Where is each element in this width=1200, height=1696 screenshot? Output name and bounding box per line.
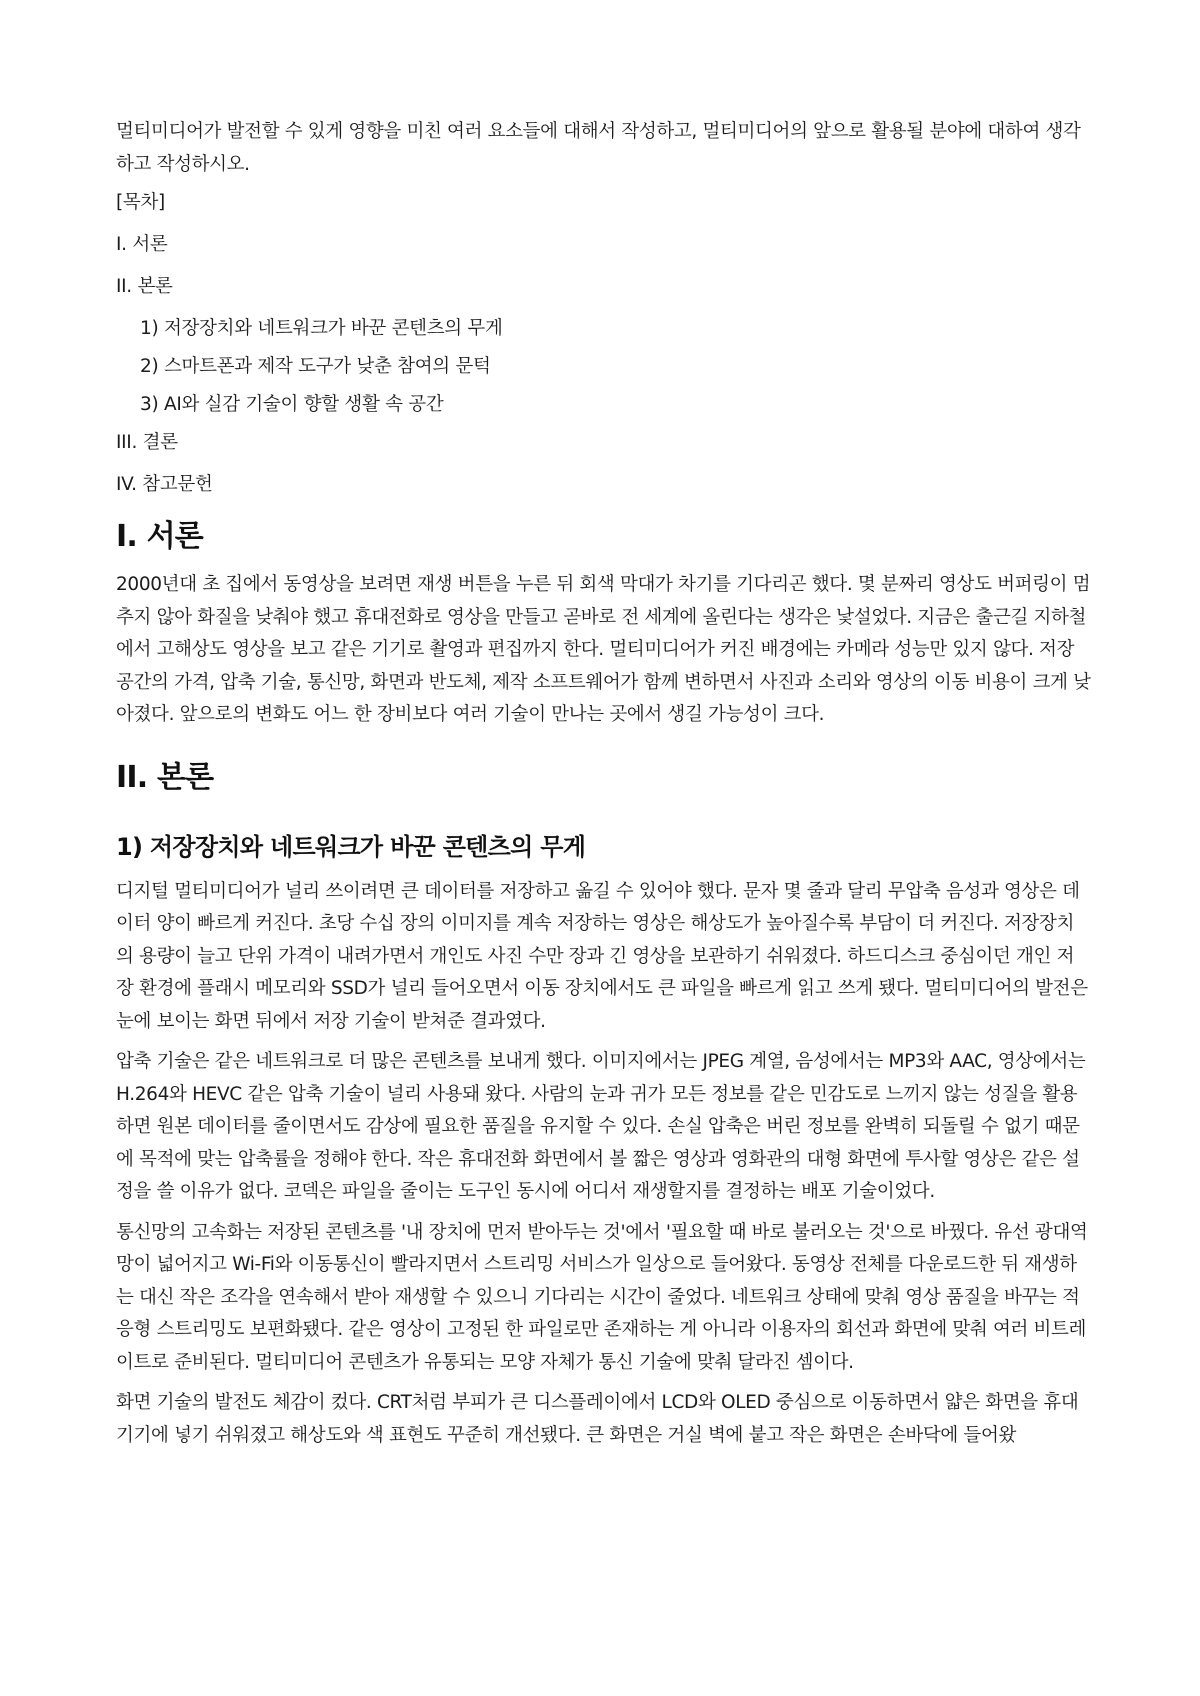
document-page <box>116 116 1091 1460</box>
toc-title: [목차] <box>116 192 165 213</box>
table-of-contents <box>116 189 1091 499</box>
section1-paragraph-1: 디지털 멀티미디어가 널리 쓰이려면 큰 데이터를 저장하고 옮길 수 있어야 했다. 문자 몇 줄과 달리 무압축 음성과 영상은 데이터 양이 빠르게 커진다. 초당 수십 장의 이미지를 계속 저장하는 영상은 해상도가 높아질수록 부담이 더 커진다. 저장장치의 용량이 늘고 단위 가격이 내려가면서 개인도 사진 수만 장과 긴 영상을 보관하기 쉬워졌다. 하드디스크 중심이던 개인 저장 환경에 플래시 메모리와 SSD가 널리 들어오면서 이동 장치에서도 큰 파일을 빠르게 읽고 쓰게 됐다. 멀티미디어의 발전은 눈에 보이는 화면 뒤에서 저장 기술이 받쳐준 결과였다. <box>116 880 1088 1032</box>
toc-item-sub1: 1) 저장장치와 네트워크가 바꾼 콘텐츠의 무게 <box>140 318 503 339</box>
toc-item-intro: I. 서론 <box>116 234 168 255</box>
section1-paragraph-3: 통신망의 고속화는 저장된 콘텐츠를 '내 장치에 먼저 받아두는 것'에서 '필요할 때 바로 불러오는 것'으로 바꿨다. 유선 광대역망이 넓어지고 Wi-Fi와 이동통신이 빨라지면서 스트리밍 서비스가 일상으로 들어왔다. 동영상 전체를 다운로드한 뒤 재생하는 대신 작은 조각을 연속해서 받아 재생할 수 있으니 기다리는 시간이 줄었다. 네트워크 상태에 맞춰 영상 품질을 바꾸는 적응형 스트리밍도 보편화됐다. 같은 영상이 고정된 한 파일로만 존재하는 게 아니라 이용자의 회선과 화면에 맞춰 여러 비트레이트로 준비된다. 멀티미디어 콘텐츠가 유통되는 모양 자체가 통신 기술에 맞춰 달라진 셈이다. <box>116 1221 1088 1373</box>
intro-heading: I. 서론 <box>116 519 203 554</box>
intro-paragraph: 2000년대 초 집에서 동영상을 보려면 재생 버튼을 누른 뒤 회색 막대가 차기를 기다리곤 했다. 몇 분짜리 영상도 버퍼링이 멈추지 않아 화질을 낮춰야 했고 휴대전화로 영상을 만들고 곧바로 전 세계에 올린다는 생각은 낯설었다. 지금은 출근길 지하철에서 고해상도 영상을 보고 같은 기기로 촬영과 편집까지 한다. 멀티미디어가 커진 배경에는 카메라 성능만 있지 않다. 저장 공간의 가격, 압축 기술, 통신망, 화면과 반도체, 제작 소프트웨어가 함께 변하면서 사진과 소리와 영상의 이동 비용이 크게 낮아졌다. 앞으로의 변화도 어느 한 장비보다 여러 기술이 만나는 곳에서 생길 가능성이 크다. <box>116 574 1091 725</box>
toc-item-sub2: 2) 스마트폰과 제작 도구가 낮춘 참여의 문턱 <box>140 356 491 377</box>
assignment-prompt: 멀티미디어가 발전할 수 있게 영향을 미친 여러 요소들에 대해서 작성하고, 멀티미디어의 앞으로 활용될 분야에 대하여 생각하고 작성하시오. <box>116 121 1081 175</box>
toc-item-sub3: 3) AI와 실감 기술이 향할 생활 속 공간 <box>140 394 444 415</box>
body-heading: II. 본론 <box>116 759 214 795</box>
toc-item-references: IV. 참고문헌 <box>116 474 213 495</box>
section1-paragraph-4: 화면 기술의 발전도 체감이 컸다. CRT처럼 부피가 큰 디스플레이에서 LCD와 OLED 중심으로 이동하면서 얇은 화면을 휴대기기에 넣기 쉬워졌고 해상도와 색 표현도 꾸준히 개선됐다. 큰 화면은 거실 벽에 붙고 작은 화면은 손바닥에 들어왔 <box>116 1392 1079 1446</box>
section1-paragraph-2: 압축 기술은 같은 네트워크로 더 많은 콘텐츠를 보내게 했다. 이미지에서는 JPEG 계열, 음성에서는 MP3와 AAC, 영상에서는 H.264와 HEVC 같은 압축 기술이 널리 사용돼 왔다. 사람의 눈과 귀가 모든 정보를 같은 민감도로 느끼지 않는 성질을 활용하면 원본 데이터를 줄이면서도 감상에 필요한 품질을 유지할 수 있다. 손실 압축은 버린 정보를 완벽히 되돌릴 수 없기 때문에 목적에 맞는 압축률을 정해야 한다. 작은 휴대전화 화면에서 볼 짧은 영상과 영화관의 대형 화면에 투사할 영상은 같은 설정을 쓸 이유가 없다. 코덱은 파일을 줄이는 도구인 동시에 어디서 재생할지를 결정하는 배포 기술이었다. <box>116 1051 1086 1202</box>
section1-heading: 1) 저장장치와 네트워크가 바꾼 콘텐츠의 무게 <box>116 832 586 861</box>
toc-item-conclusion: III. 결론 <box>116 432 178 453</box>
toc-item-body: II. 본론 <box>116 276 173 297</box>
